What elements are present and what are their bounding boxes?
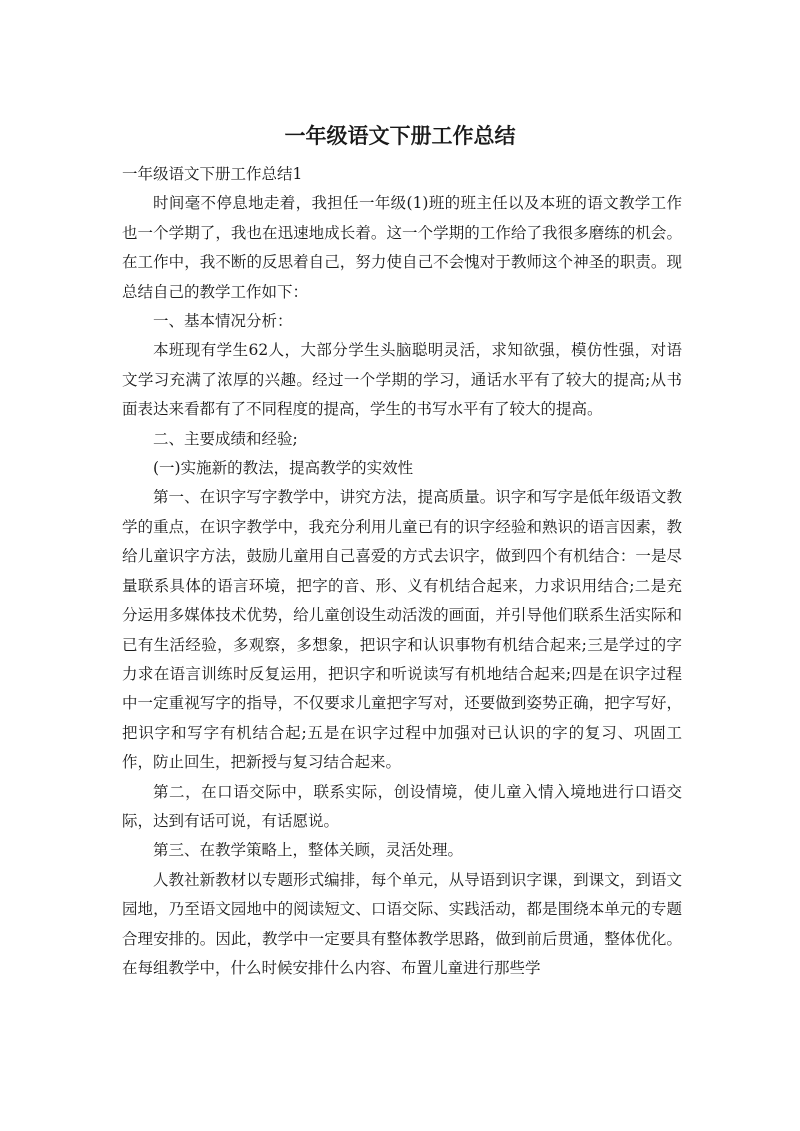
paragraph: 本班现有学生62人，大部分学生头脑聪明灵活，求知欲强，模仿性强，对语文学习充满了浓厚的兴趣。经过一个学期的学习，通话水平有了较大的提高;从书面表达来看都有了不同程度的提高，学生的书写水平有了较大的提高。 xyxy=(122,341,682,419)
section-heading: 一年级语文下册工作总结1 xyxy=(122,165,303,183)
subheading: (一)实施新的教法，提高教学的实效性 xyxy=(153,459,414,478)
document-body xyxy=(122,160,682,983)
paragraph: 第二，在口语交际中，联系实际，创设情境，使儿童入情入境地进行口语交际，达到有话可说，有话愿说。 xyxy=(122,782,682,830)
subheading: 二、主要成绩和经验; xyxy=(153,429,298,448)
paragraph: 第一、在识字写字教学中，讲究方法，提高质量。识字和写字是低年级语文教学的重点，在识字教学中，我充分利用儿童已有的识字经验和熟识的语言因素，教给儿童识字方法，鼓励儿童用自己喜爱的方式去识字，做到四个有机结合：一是尽量联系具体的语言环境，把字的音、形、义有机结合起来，力求识用结合;二是充分运用多媒体技术优势，给儿童创设生动活泼的画面，并引导他们联系生活实际和已有生活经验，多观察，多想象，把识字和认识事物有机结合起来;三是学过的字力求在语言训练时反复运用，把识字和听说读写有机地结合起来;四是在识字过程中一定重视写字的指导，不仅要求儿童把字写对，还要做到姿势正确，把字写好，把识字和写字有机结合起;五是在识字过程中加强对已认识的字的复习、巩固工作，防止回生，把新授与复习结合起来。 xyxy=(122,488,682,772)
paragraph: 人教社新教材以专题形式编排，每个单元，从导语到识字课，到课文，到语文园地，乃至语文园地中的阅读短文、口语交际、实践活动，都是围绕本单元的专题合理安排的。因此，教学中一定要具有整体教学思路，做到前后贯通，整体优化。在每组教学中，什么时候安排什么内容、布置儿童进行那些学 xyxy=(122,870,682,977)
subheading: 第三、在教学策略上，整体关顾，灵活处理。 xyxy=(153,841,464,860)
subheading: 一、基本情况分析： xyxy=(153,312,293,331)
paragraph: 时间毫不停息地走着，我担任一年级(1)班的班主任以及本班的语文教学工作也一个学期了，我也在迅速地成长着。这一个学期的工作给了我很多磨练的机会。在工作中，我不断的反思着自己，努力使自己不会愧对于教师这个神圣的职责。现总结自己的教学工作如下： xyxy=(122,194,682,301)
document-title: 一年级语文下册工作总结 xyxy=(284,124,516,148)
